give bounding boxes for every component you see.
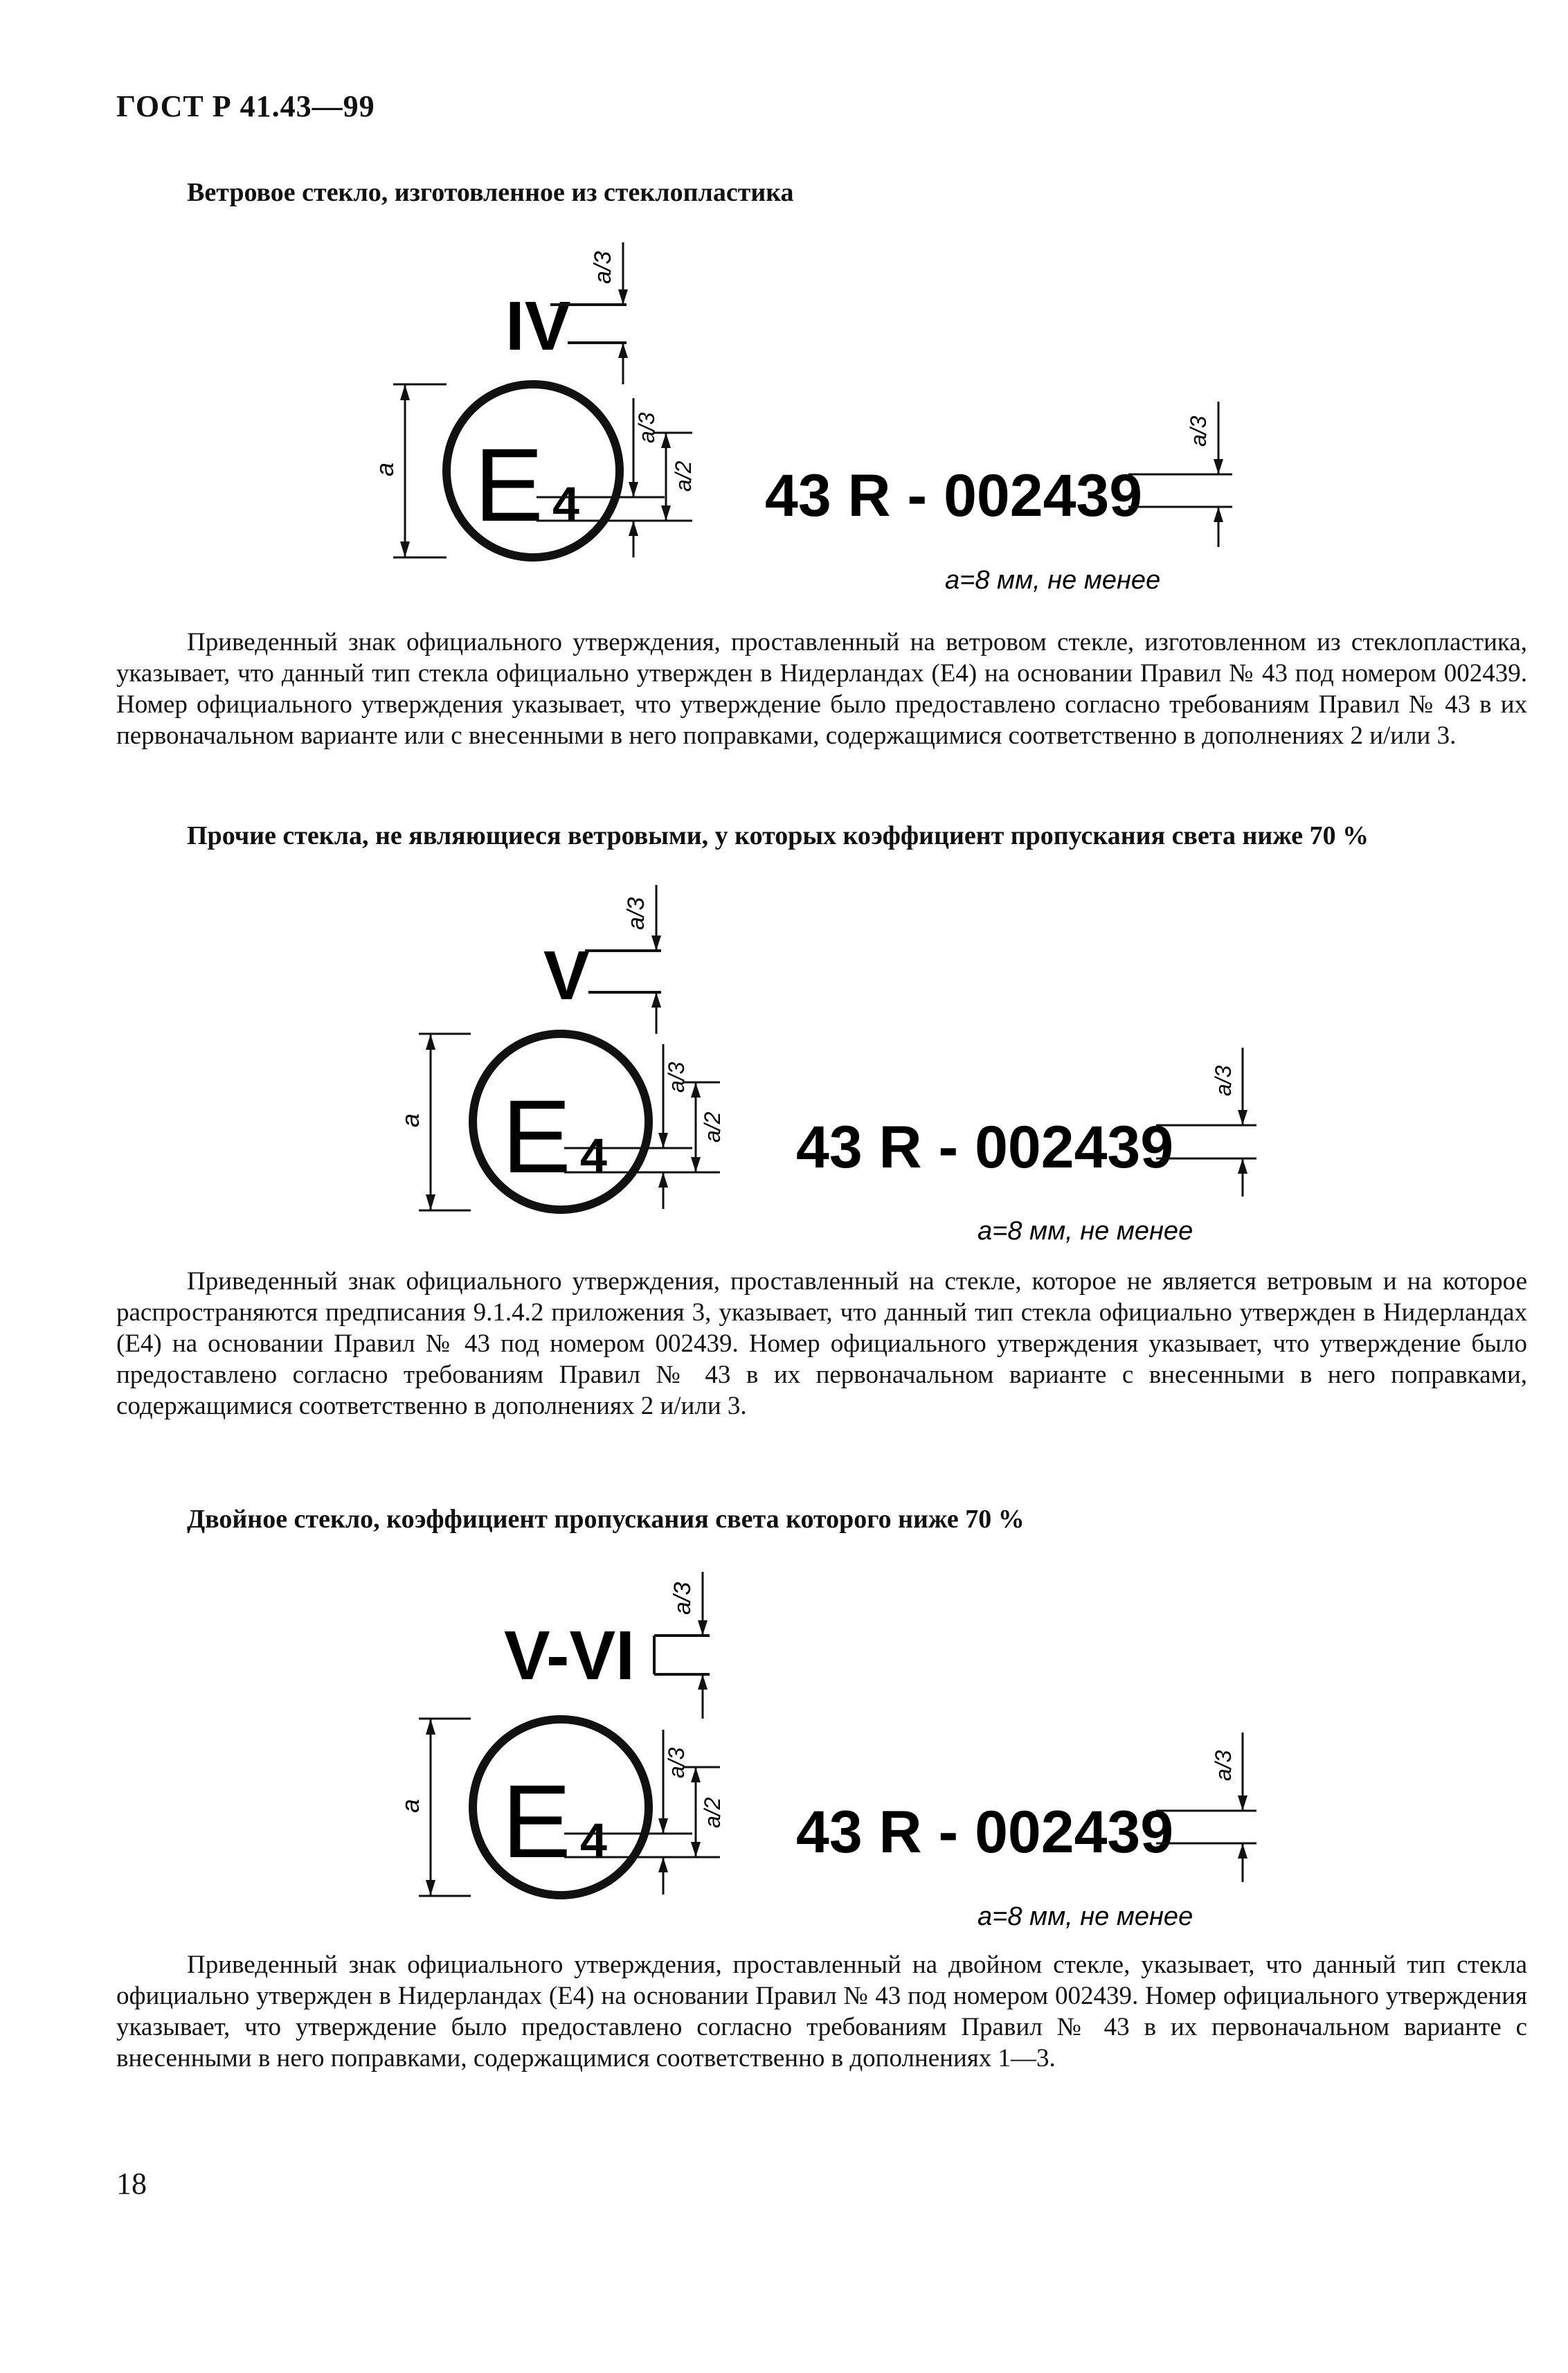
arrow-icon bbox=[651, 935, 661, 951]
section-1-paragraph: Приведенный знак официального утверждения, проставленный на ветровом стекле, изготовленном из стеклопластика, указывает, что данный тип стекла официально утвержден в Нидерландах (E4) на основании Правил № 43 под номером 002439. Номер официального утверждения указывает, что утверждение было предоставлено согласно требованиям Правил № 43 в их первоначальном варианте или с внесенными в него поправками, содержащимися соответственно в дополнениях 2 и/или 3. bbox=[116, 628, 1527, 750]
section-2-paragraph: Приведенный знак официального утверждения, проставленный на стекле, которое не является ветровым и на которое распространяются предписания 9.1.4.2 приложения 3, указывает, что данный тип стекла официально утвержден в Нидерландах (E4) на основании Правил № 43 под номером 002439. Номер официального утверждения указывает, что утверждение было предоставлено согласно требованиям Правил № 43 в их первоначальном варианте с внесенными в него поправками, содержащимися соответственно в дополнениях 2 и/или 3. bbox=[116, 1267, 1527, 1420]
dim-third-label: a/3 bbox=[669, 1582, 696, 1615]
dim-half-label: a/2 bbox=[700, 1111, 725, 1143]
country-number: 4 bbox=[580, 1814, 607, 1868]
arrow-icon bbox=[426, 1719, 435, 1735]
arrow-icon bbox=[1238, 1843, 1247, 1859]
arrow-icon bbox=[618, 343, 628, 358]
class-code: V bbox=[543, 937, 590, 1014]
arrow-icon bbox=[658, 1172, 668, 1188]
arrow-icon bbox=[691, 1842, 701, 1857]
arrow-icon bbox=[661, 433, 671, 448]
approval-mark-figure-3 bbox=[388, 1565, 1288, 1939]
arrow-icon bbox=[1214, 459, 1223, 474]
arrow-icon bbox=[629, 521, 638, 536]
dim-a-label: a bbox=[396, 1113, 424, 1127]
arrow-icon bbox=[426, 1880, 435, 1896]
e-letter: E bbox=[474, 427, 544, 543]
arrow-icon bbox=[618, 289, 628, 305]
arrow-icon bbox=[658, 1818, 668, 1834]
arrow-icon bbox=[691, 1157, 701, 1172]
approval-number: 43 R - 002439 bbox=[796, 1799, 1174, 1865]
e-letter: E bbox=[502, 1078, 572, 1194]
section-3-title: Двойное стекло, коэффициент пропускания света которого ниже 70 % bbox=[187, 1505, 1025, 1534]
dim-a-label: a bbox=[396, 1798, 424, 1813]
figure-note: a=8 мм, не менее bbox=[977, 1902, 1193, 1931]
dim-third-label: a/3 bbox=[623, 897, 649, 930]
figure-note: a=8 мм, не менее bbox=[977, 1217, 1193, 1246]
e-letter: E bbox=[502, 1763, 572, 1879]
arrow-icon bbox=[1238, 1796, 1247, 1811]
arrow-icon bbox=[1238, 1110, 1247, 1125]
document-header: ГОСТ Р 41.43—99 bbox=[116, 89, 375, 123]
dim-third-label: a/3 bbox=[1211, 1065, 1236, 1096]
arrow-icon bbox=[426, 1034, 435, 1050]
arrow-icon bbox=[691, 1767, 701, 1782]
section-1-title: Ветровое стекло, изготовленное из стеклопластика bbox=[187, 178, 794, 207]
approval-mark-figure-2 bbox=[388, 878, 1288, 1252]
figure-note: a=8 мм, не менее bbox=[945, 566, 1161, 595]
arrow-icon bbox=[661, 505, 671, 521]
class-code: V-VI bbox=[504, 1617, 635, 1694]
arrow-icon bbox=[1214, 507, 1223, 522]
arrow-icon bbox=[651, 992, 661, 1008]
dim-third-label: a/3 bbox=[1211, 1750, 1236, 1781]
dim-third-label: a/3 bbox=[1186, 415, 1211, 447]
arrow-icon bbox=[426, 1194, 435, 1210]
arrow-icon bbox=[691, 1082, 701, 1098]
country-number: 4 bbox=[552, 477, 579, 531]
section-2-title: Прочие стекла, не являющиеся ветровыми, у которых коэффициент пропускания света ниже 70 % bbox=[187, 821, 1369, 850]
dim-third-label: a/3 bbox=[590, 251, 616, 284]
arrow-icon bbox=[658, 1857, 668, 1872]
approval-number: 43 R - 002439 bbox=[765, 463, 1143, 529]
arrow-icon bbox=[629, 482, 638, 497]
dim-third-label: a/3 bbox=[664, 1747, 689, 1778]
arrow-icon bbox=[658, 1133, 668, 1148]
dim-a-label: a bbox=[370, 462, 399, 476]
arrow-icon bbox=[698, 1674, 708, 1690]
approval-mark-figure-1 bbox=[360, 235, 1260, 596]
page-number: 18 bbox=[116, 2167, 147, 2201]
approval-number: 43 R - 002439 bbox=[796, 1114, 1174, 1181]
arrow-icon bbox=[400, 384, 410, 400]
section-3-paragraph: Приведенный знак официального утверждения, проставленный на двойном стекле, указывает, что данный тип стекла официально утвержден в Нидерландах (E4) на основании Правил № 43 под номером 002439. Номер официального утверждения указывает, что утверждение было предоставлено согласно требованиям Правил № 43 в их первоначальном варианте с внесенными в него поправками, содержащимися соответственно в дополнениях 1—3. bbox=[116, 1951, 1527, 2072]
dim-third-label: a/3 bbox=[664, 1062, 689, 1093]
arrow-icon bbox=[400, 541, 410, 557]
dim-half-label: a/2 bbox=[700, 1797, 725, 1828]
dim-half-label: a/2 bbox=[671, 460, 696, 492]
country-number: 4 bbox=[580, 1129, 607, 1183]
dim-third-label: a/3 bbox=[634, 412, 659, 443]
class-code: IV bbox=[505, 287, 571, 365]
arrow-icon bbox=[698, 1620, 708, 1636]
arrow-icon bbox=[1238, 1158, 1247, 1174]
